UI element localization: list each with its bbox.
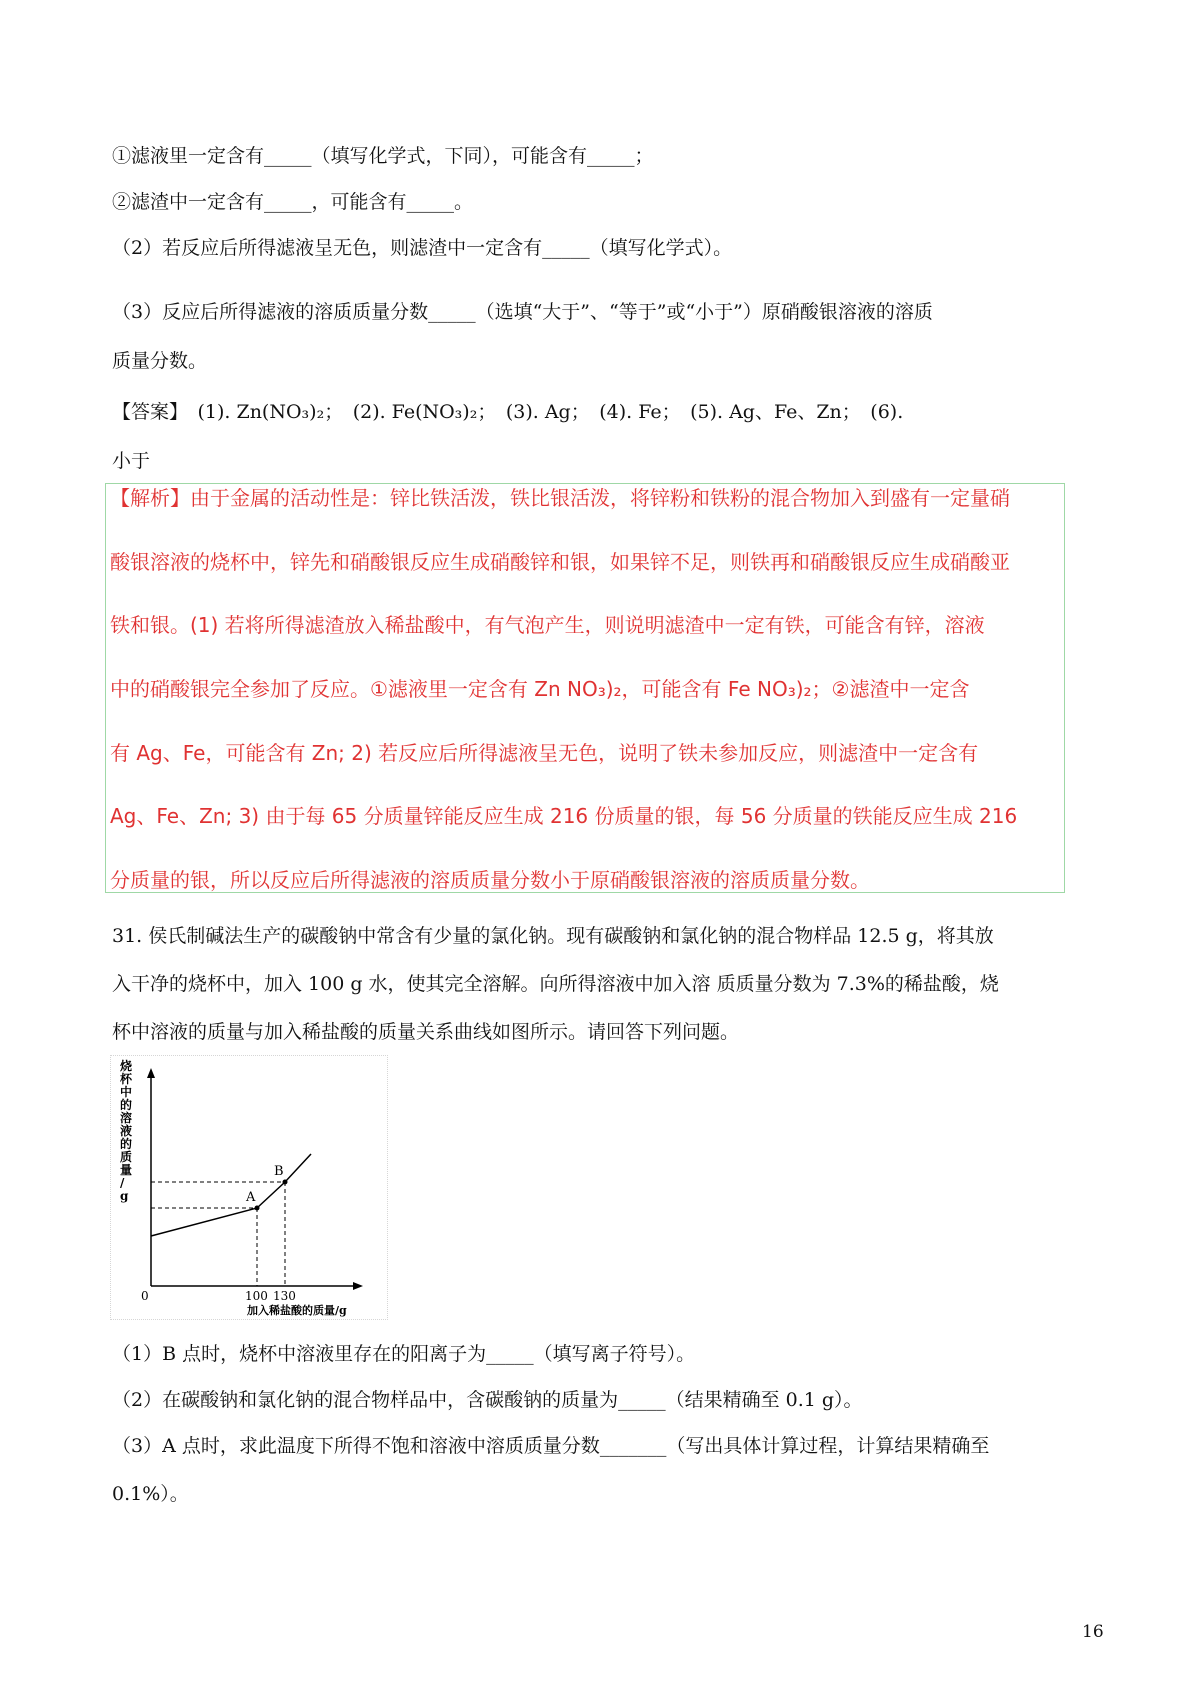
q31-line-3: 杯中溶液的质量与加入稀盐酸的质量关系曲线如图所示。请回答下列问题。 — [112, 1021, 740, 1043]
text-line-5: 质量分数。 — [112, 350, 208, 372]
point-a — [255, 1206, 260, 1211]
series-line — [151, 1154, 311, 1236]
analysis-line-5: 有 Ag、Fe，可能含有 Zn; 2) 若反应后所得滤液呈无色，说明了铁未参加反应，则滤渣中一定含有 — [110, 741, 979, 765]
analysis-line-2: 酸银溶液的烧杯中，锌先和硝酸银反应生成硝酸锌和银，如果锌不足，则铁再和硝酸银反应生成硝酸亚 — [110, 550, 1010, 574]
q31-sub-3: （3）A 点时，求此温度下所得不饱和溶液中溶质质量分数_______（写出具体计算过程，计算结果精确至 — [112, 1435, 990, 1457]
q31-sub-4: 0.1%）。 — [112, 1483, 189, 1505]
origin-label: 0 — [141, 1289, 149, 1303]
text-line-3: （2）若反应后所得滤液呈无色，则滤渣中一定含有_____（填写化学式）。 — [112, 237, 733, 259]
point-b-label: B — [274, 1164, 284, 1179]
q31-line-1: 31. 侯氏制碱法生产的碳酸钠中常含有少量的氯化钠。现有碳酸钠和氯化钠的混合物样品 12.5 g，将其放 — [112, 925, 994, 947]
x-tick-130: 130 — [273, 1289, 296, 1303]
q31-sub-1: （1）B 点时，烧杯中溶液里存在的阳离子为_____（填写离子符号）。 — [112, 1343, 696, 1365]
y-axis-arrow — [147, 1068, 155, 1078]
chart-ylabel: 烧杯中的溶液的质量/ g — [120, 1059, 133, 1203]
answer-line: 【答案】 (1). Zn(NO₃)₂； (2). Fe(NO₃)₂； (3). Ag； (4). Fe； (5). Ag、Fe、Zn； (6). — [112, 401, 904, 423]
analysis-line-7: 分质量的银，所以反应后所得滤液的溶质质量分数小于原硝酸银溶液的溶质质量分数。 — [110, 868, 870, 892]
analysis-line-6: Ag、Fe、Zn; 3) 由于每 65 分质量锌能反应生成 216 份质量的银，每 56 分质量的铁能反应生成 216 — [110, 804, 1018, 828]
chart-xlabel: 加入稀盐酸的质量/g — [247, 1304, 347, 1317]
answer-line-cont: 小于 — [112, 450, 151, 472]
analysis-line-1: 【解析】由于金属的活动性是：锌比铁活泼，铁比银活泼，将锌粉和铁粉的混合物加入到盛有一定量硝 — [110, 486, 1010, 510]
x-axis-arrow — [353, 1282, 363, 1290]
page-number: 16 — [1082, 1622, 1104, 1642]
q31-line-2: 入干净的烧杯中，加入 100 g 水，使其完全溶解。向所得溶液中加入溶 质质量分数为 7.3%的稀盐酸，烧 — [112, 973, 999, 995]
q31-sub-2: （2）在碳酸钠和氯化钠的混合物样品中，含碳酸钠的质量为_____（结果精确至 0.1 g）。 — [112, 1389, 863, 1411]
point-a-label: A — [246, 1190, 256, 1205]
point-b — [283, 1180, 288, 1185]
line-chart — [111, 1056, 387, 1319]
analysis-line-4: 中的硝酸银完全参加了反应。①滤液里一定含有 Zn NO₃)₂，可能含有 Fe NO₃)₂；②滤渣中一定含 — [110, 677, 970, 701]
text-line-4: （3）反应后所得滤液的溶质质量分数_____（选填“大于”、“等于”或“小于”）原硝酸银溶液的溶质 — [112, 301, 933, 323]
text-line-2: ②滤渣中一定含有_____，可能含有_____。 — [112, 191, 474, 213]
analysis-line-3: 铁和银。(1) 若将所得滤渣放入稀盐酸中，有气泡产生，则说明滤渣中一定有铁，可能含有锌，溶液 — [110, 613, 985, 637]
text-line-1: ①滤液里一定含有_____（填写化学式，下同），可能含有_____； — [112, 145, 654, 167]
x-tick-100: 100 — [245, 1289, 268, 1303]
chart-frame — [110, 1055, 388, 1320]
